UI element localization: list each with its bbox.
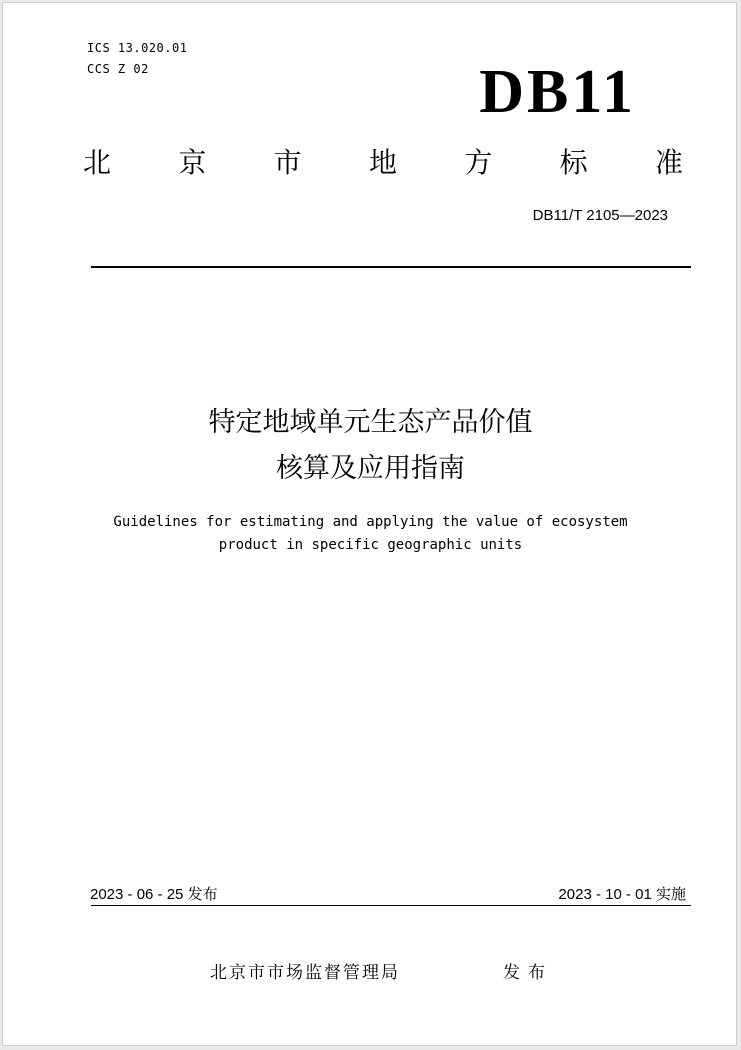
standard-title-char: 标 (559, 146, 588, 179)
ccs-code: CCS Z 02 (87, 62, 149, 76)
standard-title-char: 地 (368, 146, 397, 179)
standard-title-char: 北 (83, 146, 112, 179)
standard-type-title (83, 146, 683, 180)
english-title-line-2: product in specific geographic units (218, 537, 523, 553)
ics-code: ICS 13.020.01 (87, 41, 188, 55)
implement-date: 2023 - 10 - 01 实施 (558, 886, 686, 903)
standard-title-char: 方 (464, 146, 493, 179)
top-divider (91, 266, 691, 268)
issuing-authority: 北京市市场监督管理局 (210, 963, 400, 983)
publish-date: 2023 - 06 - 25 发布 (90, 886, 218, 903)
english-title-line-1: Guidelines for estimating and applying the value of ecosystem (113, 514, 628, 530)
chinese-title-line-2: 核算及应用指南 (276, 453, 465, 484)
standard-title-char: 京 (178, 146, 207, 179)
chinese-title-line-1: 特定地域单元生态产品价值 (208, 407, 533, 438)
standard-title-char: 市 (273, 146, 302, 179)
standard-code: DB11/T 2105—2023 (532, 207, 668, 224)
bottom-divider (91, 905, 691, 906)
document-page (2, 2, 737, 1046)
issue-label: 发布 (503, 963, 553, 983)
db11-logo: DB11 (479, 58, 636, 126)
standard-title-char: 准 (654, 146, 683, 179)
